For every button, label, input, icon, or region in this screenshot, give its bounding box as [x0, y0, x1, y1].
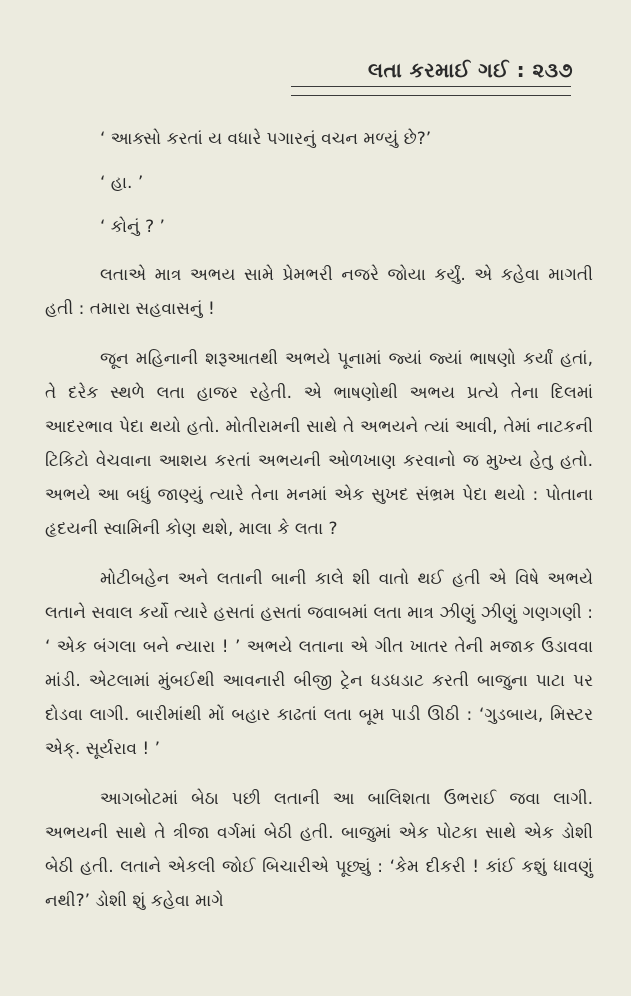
- paragraph: જૂન મહિનાની શરૂઆતથી અભયે પૂનામાં જ્યાં જ્યાં ભાષણો કર્યાં હતાં, તે દરેક સ્થળે લતા હાજર રહેતી. એ ભાષણોથી અભય પ્રત્યે તેના દિલમાં આદરભાવ પેદા થયો હતો. મોતીરામની સાથે તે અભયને ત્યાં આવી, તેમાં નાટકની ટિકિટો વેચવાના આશય કરતાં અભયની ઓળખાણ કરવાનો જ મુખ્ય હેતુ હતો. અભયે આ બધું જાણ્યું ત્યારે તેના મનમાં એક સુખદ સંભ્રમ પેદા થયો : પોતાના હૃદયની સ્વામિની કોણ થશે, માલા કે લતા ?: [45, 349, 593, 539]
- paragraph: મોટીબહેન અને લતાની બાની કાલે શી વાતો થઈ હતી એ વિષે અભયે લતાને સવાલ કર્યો ત્યારે હસતાં હસતાં જવાબમાં લતા માત્ર ઝીણું ઝીણું ગણગણી : ‘ એક બંગલા બને ન્યારા ! ’ અભયે લતાના એ ગીત ખાતર તેની મજાક ઉડાવવા માંડી. એટલામાં મુંબઈથી આવનારી બીજી ટ્રેન ધડધડાટ કરતી બાજુના પાટા પર દોડવા લાગી. બારીમાંથી મોં બહાર કાઢતાં લતા બૂમ પાડી ઊઠી : ‘ગુડબાય, મિસ્ટર એક્. સૂર્યરાવ ! ’: [45, 569, 593, 759]
- paragraph: આગબોટમાં બેઠા પછી લતાની આ બાલિશતા ઉભરાઈ જવા લાગી. અભયની સાથે તે ત્રીજા વર્ગમાં બેઠી હતી. બાજુમાં એક પોટકા સાથે એક ડોશી બેઠી હતી. લતાને એકલી જોઈ બિચારીએ પૂછ્યું : ‘કેમ દીકરી ! કાંઈ કશું ધાવણું નથી?’ ડોશી શું કહેવા માગે: [45, 789, 593, 911]
- dialogue-line: ‘ હા. ’: [100, 173, 144, 193]
- running-header: લતા કરમાઈ ગઈ : ૨૩૭: [367, 58, 573, 82]
- header-double-rule: [291, 86, 571, 96]
- paragraph: લતાએ માત્ર અભય સામે પ્રેમભરી નજરે જોયા કર્યું. એ કહેવા માગતી હતી : તમારા સહવાસનું !: [45, 265, 593, 319]
- dialogue-line: ‘ આક્સો કરતાં ય વધારે પગારનું વચન મળ્યું છે?’: [100, 129, 432, 149]
- dialogue-line: ‘ કોનું ? ’: [100, 217, 165, 237]
